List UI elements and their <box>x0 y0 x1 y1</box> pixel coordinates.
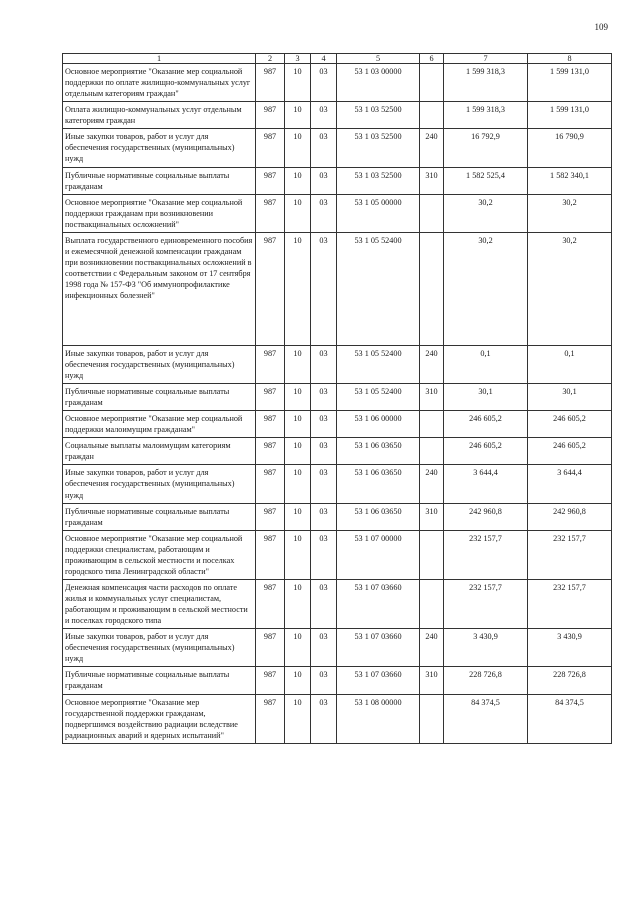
row-name: Иные закупки товаров, работ и услуг для обеспечения государственных (муниципальных) нужд <box>63 345 256 383</box>
amount-year-2: 246 605,2 <box>528 411 612 438</box>
row-name: Основное мероприятие "Оказание мер социальной поддержки гражданам при возникновении поствакцинальных осложнений" <box>63 194 256 232</box>
col-header: 3 <box>285 54 311 64</box>
expense-type-code: 240 <box>420 129 444 167</box>
subsection-code: 03 <box>311 667 337 694</box>
row-name: Оплата жилищно-коммунальных услуг отдельным категориям граждан <box>63 102 256 129</box>
section-code: 10 <box>285 667 311 694</box>
expense-type-code <box>420 64 444 102</box>
subsection-code: 03 <box>311 465 337 503</box>
row-name: Социальные выплаты малоимущим категориям граждан <box>63 438 256 465</box>
section-code: 10 <box>285 345 311 383</box>
section-code: 10 <box>285 194 311 232</box>
amount-year-2: 228 726,8 <box>528 667 612 694</box>
section-code: 10 <box>285 503 311 530</box>
table-row <box>63 579 612 628</box>
row-name: Основное мероприятие "Оказание мер социальной поддержки по оплате жилищно-коммунальных услуг отдельным категориям граждан" <box>63 64 256 102</box>
table-row <box>63 64 612 102</box>
ministry-code: 987 <box>256 384 285 411</box>
row-name: Основное мероприятие "Оказание мер социальной поддержки специалистам, работающим и проживающим в сельской местности и поселках городского типа Ленинградской области" <box>63 530 256 579</box>
row-name: Публичные нормативные социальные выплаты гражданам <box>63 167 256 194</box>
amount-year-2: 30,2 <box>528 232 612 345</box>
ministry-code: 987 <box>256 64 285 102</box>
table-row <box>63 530 612 579</box>
section-code: 10 <box>285 629 311 667</box>
row-name: Денежная компенсация части расходов по оплате жилья и коммунальных услуг специалистам, работающим и проживающим в сельской местности и поселках городского типа <box>63 579 256 628</box>
target-article-code: 53 1 03 52500 <box>337 167 420 194</box>
amount-year-2: 16 790,9 <box>528 129 612 167</box>
subsection-code: 03 <box>311 384 337 411</box>
section-code: 10 <box>285 579 311 628</box>
target-article-code: 53 1 07 03660 <box>337 629 420 667</box>
target-article-code: 53 1 03 52500 <box>337 102 420 129</box>
subsection-code: 03 <box>311 530 337 579</box>
amount-year-2: 30,1 <box>528 384 612 411</box>
subsection-code: 03 <box>311 411 337 438</box>
ministry-code: 987 <box>256 694 285 743</box>
ministry-code: 987 <box>256 503 285 530</box>
ministry-code: 987 <box>256 629 285 667</box>
ministry-code: 987 <box>256 667 285 694</box>
row-name: Иные закупки товаров, работ и услуг для обеспечения государственных (муниципальных) нужд <box>63 129 256 167</box>
row-name: Иные закупки товаров, работ и услуг для обеспечения государственных (муниципальных) нужд <box>63 629 256 667</box>
amount-year-2: 242 960,8 <box>528 503 612 530</box>
amount-year-1: 246 605,2 <box>444 438 528 465</box>
section-code: 10 <box>285 64 311 102</box>
amount-year-2: 1 599 131,0 <box>528 102 612 129</box>
row-name: Публичные нормативные социальные выплаты гражданам <box>63 384 256 411</box>
table-row <box>63 629 612 667</box>
section-code: 10 <box>285 530 311 579</box>
target-article-code: 53 1 06 00000 <box>337 411 420 438</box>
amount-year-1: 1 582 525,4 <box>444 167 528 194</box>
section-code: 10 <box>285 167 311 194</box>
table-row <box>63 345 612 383</box>
expense-type-code <box>420 411 444 438</box>
expense-type-code <box>420 232 444 345</box>
section-code: 10 <box>285 465 311 503</box>
subsection-code: 03 <box>311 345 337 383</box>
target-article-code: 53 1 07 03660 <box>337 667 420 694</box>
section-code: 10 <box>285 129 311 167</box>
expense-type-code <box>420 530 444 579</box>
table-row <box>63 465 612 503</box>
section-code: 10 <box>285 232 311 345</box>
subsection-code: 03 <box>311 102 337 129</box>
expense-type-code: 310 <box>420 503 444 530</box>
subsection-code: 03 <box>311 194 337 232</box>
table-row <box>63 129 612 167</box>
amount-year-1: 242 960,8 <box>444 503 528 530</box>
target-article-code: 53 1 05 00000 <box>337 194 420 232</box>
expense-type-code: 310 <box>420 384 444 411</box>
target-article-code: 53 1 03 52500 <box>337 129 420 167</box>
table-row <box>63 438 612 465</box>
subsection-code: 03 <box>311 438 337 465</box>
amount-year-1: 30,2 <box>444 232 528 345</box>
amount-year-1: 0,1 <box>444 345 528 383</box>
ministry-code: 987 <box>256 129 285 167</box>
expense-type-code <box>420 194 444 232</box>
ministry-code: 987 <box>256 345 285 383</box>
expense-type-code <box>420 102 444 129</box>
expense-type-code: 240 <box>420 629 444 667</box>
row-name: Основное мероприятие "Оказание мер социальной поддержки малоимущим гражданам" <box>63 411 256 438</box>
expense-type-code: 240 <box>420 465 444 503</box>
subsection-code: 03 <box>311 232 337 345</box>
section-code: 10 <box>285 411 311 438</box>
amount-year-1: 3 430,9 <box>444 629 528 667</box>
table-row <box>63 694 612 743</box>
amount-year-2: 232 157,7 <box>528 530 612 579</box>
amount-year-1: 16 792,9 <box>444 129 528 167</box>
col-header: 8 <box>528 54 612 64</box>
page-number: 109 <box>594 22 608 32</box>
ministry-code: 987 <box>256 411 285 438</box>
row-name: Иные закупки товаров, работ и услуг для обеспечения государственных (муниципальных) нужд <box>63 465 256 503</box>
col-header: 1 <box>63 54 256 64</box>
amount-year-2: 1 599 131,0 <box>528 64 612 102</box>
subsection-code: 03 <box>311 694 337 743</box>
row-name: Основное мероприятие "Оказание мер государственной поддержки гражданам, подвергшимся воздействию радиации вследствие радиационных аварий и ядерных испытаний" <box>63 694 256 743</box>
target-article-code: 53 1 05 52400 <box>337 345 420 383</box>
amount-year-1: 1 599 318,3 <box>444 64 528 102</box>
target-article-code: 53 1 05 52400 <box>337 232 420 345</box>
amount-year-1: 246 605,2 <box>444 411 528 438</box>
subsection-code: 03 <box>311 579 337 628</box>
table-row <box>63 411 612 438</box>
section-code: 10 <box>285 102 311 129</box>
expense-type-code <box>420 438 444 465</box>
row-name: Выплата государственного единовременного пособия и ежемесячной денежной компенсации гражданам при возникновении поствакцинальных осложнений в соответствии с Федеральным законом от 17 сентября 1998 года № 157-ФЗ "Об иммунопрофилактике инфекционных болезней" <box>63 232 256 345</box>
ministry-code: 987 <box>256 579 285 628</box>
ministry-code: 987 <box>256 438 285 465</box>
amount-year-1: 30,1 <box>444 384 528 411</box>
col-header: 7 <box>444 54 528 64</box>
target-article-code: 53 1 07 00000 <box>337 530 420 579</box>
table-row <box>63 503 612 530</box>
col-header: 4 <box>311 54 337 64</box>
target-article-code: 53 1 06 03650 <box>337 465 420 503</box>
amount-year-2: 3 644,4 <box>528 465 612 503</box>
amount-year-2: 3 430,9 <box>528 629 612 667</box>
amount-year-1: 1 599 318,3 <box>444 102 528 129</box>
section-code: 10 <box>285 438 311 465</box>
table-row <box>63 667 612 694</box>
ministry-code: 987 <box>256 465 285 503</box>
row-name: Публичные нормативные социальные выплаты гражданам <box>63 503 256 530</box>
amount-year-2: 1 582 340,1 <box>528 167 612 194</box>
amount-year-1: 84 374,5 <box>444 694 528 743</box>
amount-year-1: 3 644,4 <box>444 465 528 503</box>
expense-type-code: 310 <box>420 167 444 194</box>
table-row <box>63 384 612 411</box>
row-name: Публичные нормативные социальные выплаты гражданам <box>63 667 256 694</box>
expense-type-code <box>420 579 444 628</box>
amount-year-2: 0,1 <box>528 345 612 383</box>
amount-year-2: 84 374,5 <box>528 694 612 743</box>
subsection-code: 03 <box>311 129 337 167</box>
ministry-code: 987 <box>256 232 285 345</box>
section-code: 10 <box>285 384 311 411</box>
section-code: 10 <box>285 694 311 743</box>
target-article-code: 53 1 07 03660 <box>337 579 420 628</box>
header-row <box>63 54 612 64</box>
table-row <box>63 167 612 194</box>
ministry-code: 987 <box>256 194 285 232</box>
ministry-code: 987 <box>256 167 285 194</box>
subsection-code: 03 <box>311 167 337 194</box>
amount-year-1: 228 726,8 <box>444 667 528 694</box>
col-header: 2 <box>256 54 285 64</box>
subsection-code: 03 <box>311 64 337 102</box>
table-row <box>63 232 612 345</box>
subsection-code: 03 <box>311 503 337 530</box>
amount-year-1: 232 157,7 <box>444 579 528 628</box>
subsection-code: 03 <box>311 629 337 667</box>
table-row <box>63 102 612 129</box>
target-article-code: 53 1 06 03650 <box>337 438 420 465</box>
amount-year-1: 30,2 <box>444 194 528 232</box>
ministry-code: 987 <box>256 102 285 129</box>
expense-type-code: 310 <box>420 667 444 694</box>
table-row <box>63 194 612 232</box>
target-article-code: 53 1 03 00000 <box>337 64 420 102</box>
target-article-code: 53 1 06 03650 <box>337 503 420 530</box>
col-header: 6 <box>420 54 444 64</box>
budget-table <box>62 53 612 744</box>
target-article-code: 53 1 05 52400 <box>337 384 420 411</box>
ministry-code: 987 <box>256 530 285 579</box>
expense-type-code: 240 <box>420 345 444 383</box>
col-header: 5 <box>337 54 420 64</box>
amount-year-2: 246 605,2 <box>528 438 612 465</box>
expense-type-code <box>420 694 444 743</box>
target-article-code: 53 1 08 00000 <box>337 694 420 743</box>
amount-year-2: 232 157,7 <box>528 579 612 628</box>
amount-year-1: 232 157,7 <box>444 530 528 579</box>
amount-year-2: 30,2 <box>528 194 612 232</box>
